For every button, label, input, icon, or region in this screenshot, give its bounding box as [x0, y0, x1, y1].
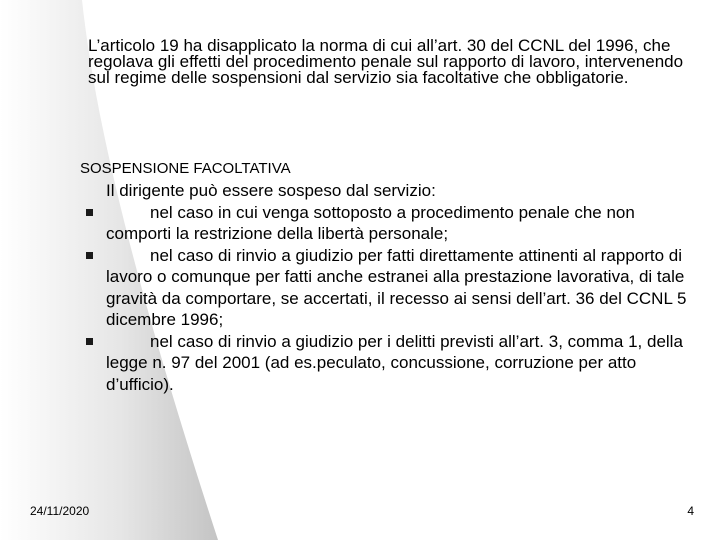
lead-text: Il dirigente può essere sospeso dal servizio:	[106, 181, 436, 200]
slide-content	[86, 180, 696, 395]
list-item-text: nel caso in cui venga sottoposto a procedimento penale che non comporti la restrizione della libertà personale;	[106, 202, 635, 243]
square-bullet-icon	[86, 209, 93, 216]
bullet-list	[86, 202, 696, 396]
section-title: SOSPENSIONE FACOLTATIVA	[80, 160, 291, 177]
square-bullet-icon	[86, 252, 93, 259]
list-item	[86, 202, 696, 245]
intro-paragraph: L’articolo 19 ha disapplicato la norma di cui all’art. 30 del CCNL del 1996, che regolava gli effetti del procedimento penale sul rapporto di lavoro, intervenendo sul regime delle sospensioni dal servizio sia facoltative che obbligatorie.	[88, 36, 684, 87]
list-item	[86, 331, 696, 396]
square-bullet-icon	[86, 338, 93, 345]
list-item	[86, 245, 696, 331]
footer-date: 24/11/2020	[30, 504, 90, 518]
list-item-text: nel caso di rinvio a giudizio per fatti direttamente attinenti al rapporto di lavoro o comunque per fatti anche estranei alla prestazione lavorativa, di tale gravità da comportare, se accertati, il recesso ai sensi dell’art. 36 del CCNL 5 dicembre 1996;	[106, 245, 687, 329]
page-number: 4	[687, 504, 694, 518]
list-item-text: nel caso di rinvio a giudizio per i delitti previsti all’art. 3, comma 1, della legge n. 97 del 2001 (ad es.peculato, concussione, corruzione per atto d’ufficio).	[106, 331, 683, 394]
